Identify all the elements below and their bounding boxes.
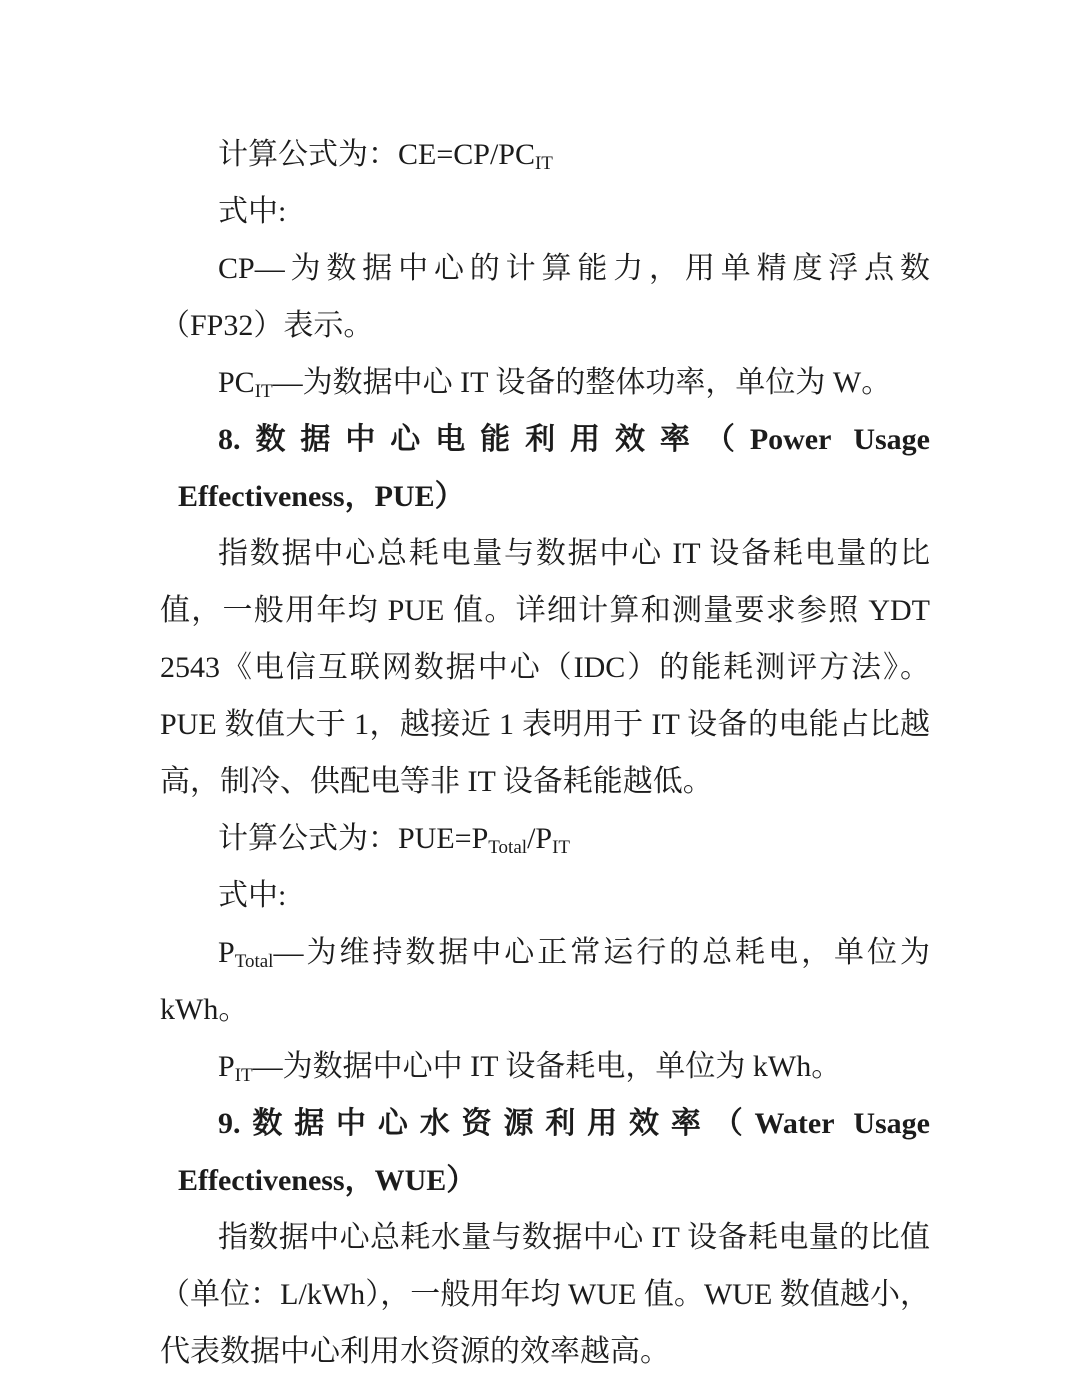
definition-ptotal: [160, 924, 930, 1038]
formula-pue-subscript-it: IT: [552, 837, 571, 858]
definition-pcit-base: PC: [218, 366, 255, 399]
definition-pcit: [160, 354, 930, 411]
formula-intro-label-1: 式中:: [218, 195, 287, 228]
paragraph-wue-description: 指数据中心总耗水量与数据中心 IT 设备耗电量的比值（单位：L/kWh），一般用年均 WUE 值。WUE 数值越小，代表数据中心利用水资源的效率越高。: [160, 1221, 930, 1368]
paragraph-pue-description: 指数据中心总耗电量与数据中心 IT 设备耗电量的比值，一般用年均 PUE 值。详细计算和测量要求参照 YDT 2543《电信互联网数据中心（IDC）的能耗测评方法》。PUE 数值大于 1，越接近 1 表明用于 IT 设备的电能占比越高，制冷、供配电等非 IT 设备耗能越低。: [160, 537, 930, 798]
formula-ce-line: [160, 126, 930, 183]
definition-pcit-text: —为数据中心 IT 设备的整体功率，单位为 W。: [272, 366, 892, 399]
section-heading-8-pue: 8.数据中心电能利用效率（Power Usage Effectiveness，PUE）: [178, 423, 930, 513]
formula-pue-line: [160, 810, 930, 867]
definition-pit-text: —为数据中心中 IT 设备耗电，单位为 kWh。: [252, 1050, 842, 1083]
definition-pit-base: P: [218, 1050, 235, 1083]
formula-pue-divider: /P: [527, 822, 553, 855]
formula-ce-text: 计算公式为：CE=CP/PC: [218, 138, 535, 171]
definition-pcit-subscript-it: IT: [254, 381, 273, 402]
formula-ce-subscript-it: IT: [534, 153, 553, 174]
document-body: [160, 126, 930, 1380]
definition-ptotal-base: P: [218, 936, 235, 969]
definition-ptotal-subscript-total: Total: [234, 951, 274, 972]
formula-pue-text: 计算公式为：PUE=P: [218, 822, 489, 855]
formula-pue-subscript-total: Total: [488, 837, 528, 858]
definition-ptotal-text: —为维持数据中心正常运行的总耗电，单位为 kWh。: [160, 936, 930, 1026]
section-heading-9-wue: 9.数据中心水资源利用效率（Water Usage Effectiveness，WUE）: [178, 1107, 930, 1197]
definition-pit-subscript-it: IT: [234, 1065, 253, 1086]
definition-pit: [160, 1038, 930, 1095]
formula-intro-label-2: 式中:: [218, 879, 287, 912]
definition-cp: CP—为数据中心的计算能力，用单精度浮点数（FP32）表示。: [160, 252, 930, 342]
